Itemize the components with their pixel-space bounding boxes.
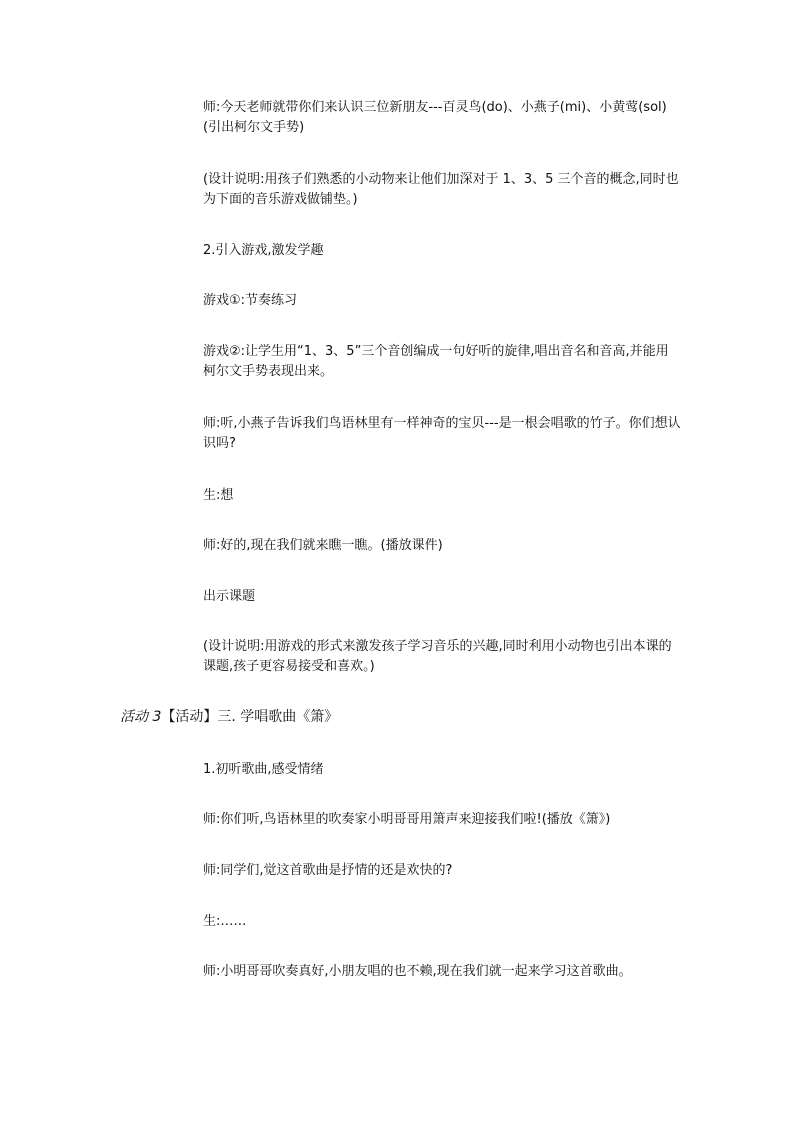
paragraph-game-1: 游戏①:节奏练习	[203, 293, 298, 308]
paragraph-intro-friends: 师:今天老师就带你们来认识三位新朋友---百灵鸟(do)、小燕子(mi)、小黄莺(sol)(引出柯尔文手势)	[203, 100, 667, 135]
paragraph-teacher-question: 师:同学们,觉这首歌曲是抒情的还是欢快的?	[203, 863, 453, 878]
activity-title: 【活动】三. 学唱歌曲《箫》	[161, 709, 339, 725]
paragraph-first-listen: 1.初听歌曲,感受情绪	[203, 762, 324, 777]
paragraph-show-title: 出示课题	[203, 589, 256, 604]
activity-heading	[120, 706, 680, 728]
paragraph-design-note-1: (设计说明:用孩子们熟悉的小动物来让他们加深对于 1、3、5 三个音的概念,同时也为下面的音乐游戏做铺垫。)	[203, 172, 679, 207]
paragraph-student-reply: 生:想	[203, 488, 234, 503]
paragraph-student-answer: 生:……	[203, 914, 247, 929]
paragraph-game-intro: 2.引入游戏,激发学趣	[203, 243, 324, 258]
paragraph-teacher-bamboo: 师:听,小燕子告诉我们鸟语林里有一样神奇的宝贝---是一根会唱歌的竹子。你们想认识吗?	[203, 416, 681, 451]
paragraph-teacher-learn: 师:小明哥哥吹奏真好,小朋友唱的也不赖,现在我们就一起来学习这首歌曲。	[203, 964, 632, 979]
paragraph-teacher-listen: 师:你们听,鸟语林里的吹奏家小明哥哥用箫声来迎接我们啦!(播放《箫》)	[203, 812, 611, 827]
paragraph-game-2: 游戏②:让学生用“1、3、5”三个音创编成一句好听的旋律,唱出音名和音高,并能用柯尔文手势表现出来。	[203, 344, 669, 379]
paragraph-teacher-look: 师:好的,现在我们就来瞧一瞧。(播放课件)	[203, 538, 443, 553]
activity-tag: 活动 3	[120, 709, 162, 725]
paragraph-design-note-2: (设计说明:用游戏的形式来激发孩子学习音乐的兴趣,同时利用小动物也引出本课的课题,孩子更容易接受和喜欢。)	[203, 639, 672, 674]
